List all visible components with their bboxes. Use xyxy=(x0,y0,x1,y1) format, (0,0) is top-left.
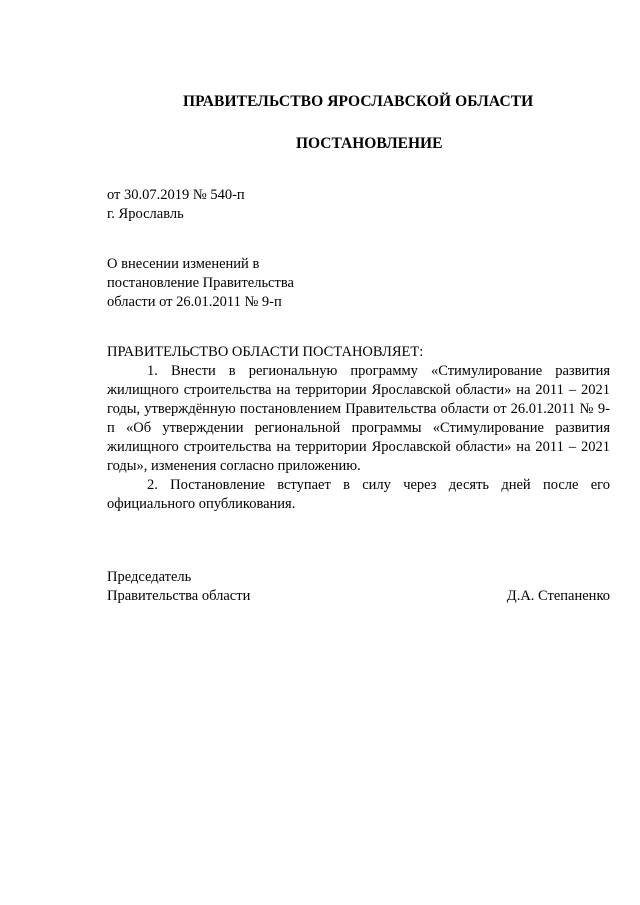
city: г. Ярославль xyxy=(107,206,184,222)
document-type-heading: ПОСТАНОВЛЕНИЕ xyxy=(296,135,443,152)
subject-line: постановление Правительства xyxy=(107,275,294,291)
signer-title-line: Председатель xyxy=(107,569,192,585)
signer-title-line: Правительства области xyxy=(107,588,251,604)
document-body xyxy=(107,343,610,514)
subject-line: О внесении изменений в xyxy=(107,256,260,272)
subject-line: области от 26.01.2011 № 9-п xyxy=(107,294,282,310)
signature-block xyxy=(107,568,610,606)
resolution-item-1: 1. Внести в региональную программу «Стимулирование развития жилищного строительства на территории Ярославской области» на 2011 – 2021 годы, утверждённую постановлением Правительства области от 26.01.2011 № 9-п «Об утверждении региональной программы «Стимулирование развития жилищного строительства на территории Ярославской области» на 2011 – 2021 годы», изменения согласно приложению. xyxy=(107,363,610,474)
document-subject xyxy=(107,255,294,312)
document-meta xyxy=(107,186,245,224)
resolution-item-2: 2. Постановление вступает в силу через десять дней после его официального опубликования. xyxy=(107,477,610,512)
signer-name: Д.А. Степаненко xyxy=(506,588,610,604)
date-number: от 30.07.2019 № 540-п xyxy=(107,187,245,203)
preamble: ПРАВИТЕЛЬСТВО ОБЛАСТИ ПОСТАНОВЛЯЕТ: xyxy=(107,344,424,360)
government-heading: ПРАВИТЕЛЬСТВО ЯРОСЛАВСКОЙ ОБЛАСТИ xyxy=(183,93,534,110)
